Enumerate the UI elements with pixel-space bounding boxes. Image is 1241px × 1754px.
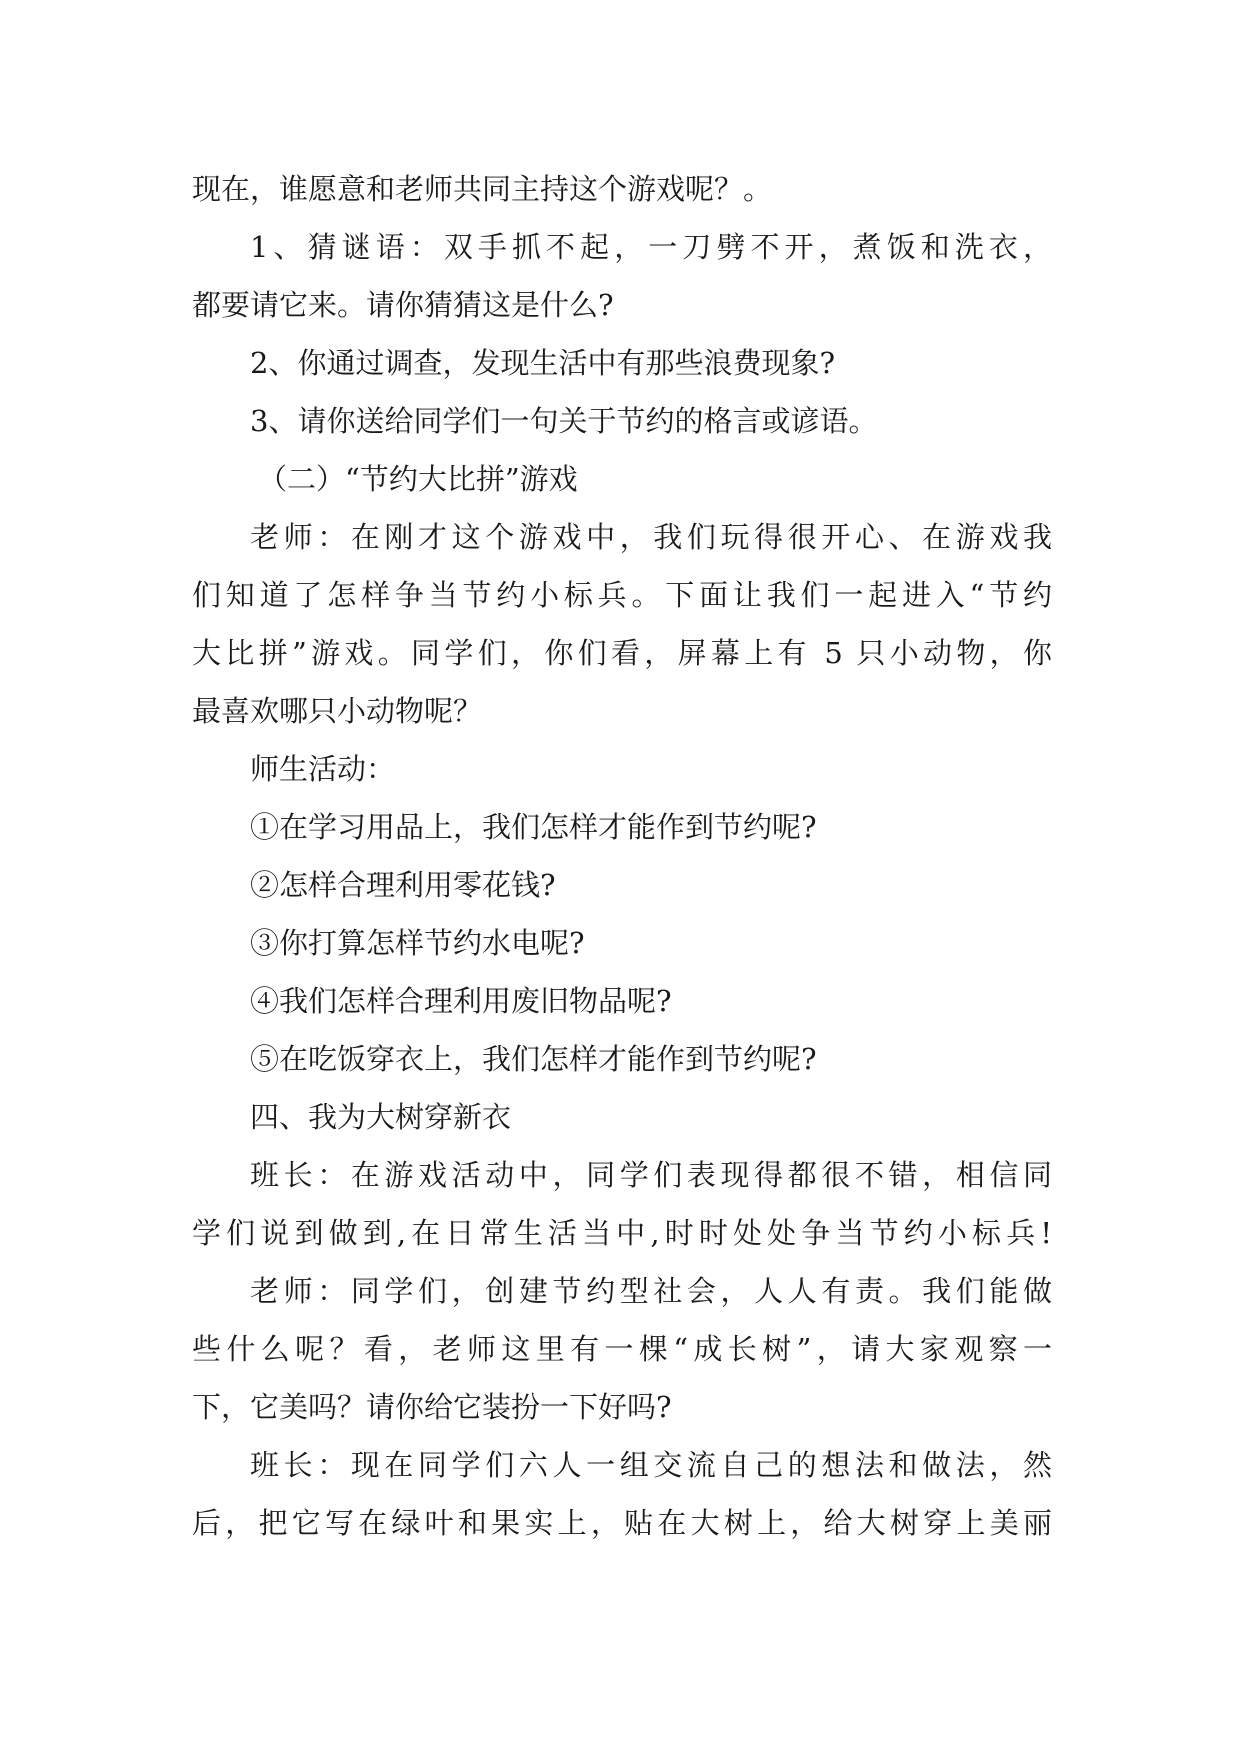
text-line: 师生活动： [250,752,396,786]
text-line: 们知道了怎样争当节约小标兵。下面让我们一起进入“节约 [192,578,1052,612]
list-item: ③你打算怎样节约水电呢? [250,926,585,960]
text-line: 1、猜谜语：双手抓不起，一刀劈不开，煮饭和洗衣， [250,230,1052,264]
text-line: 下，它美吗？请你给它装扮一下好吗? [192,1390,672,1424]
section-heading: （二）“节约大比拼”游戏 [258,462,578,496]
text-line: 老师：同学们，创建节约型社会，人人有责。我们能做 [250,1274,1052,1308]
text-line: 3、请你送给同学们一句关于节约的格言或谚语。 [250,404,878,438]
section-heading: 四、我为大树穿新衣 [250,1100,512,1134]
text-line: 班长：现在同学们六人一组交流自己的想法和做法，然 [250,1448,1052,1482]
list-item: ④我们怎样合理利用废旧物品呢? [250,984,672,1018]
text-line: 老师：在刚才这个游戏中，我们玩得很开心、在游戏我 [250,520,1052,554]
document-page [192,160,1052,1552]
text-line: 现在，谁愿意和老师共同主持这个游戏呢？。 [192,172,773,206]
text-line: 学们说到做到,在日常生活当中,时时处处争当节约小标兵! [192,1216,1052,1250]
text-line: 2、你通过调查，发现生活中有那些浪费现象? [250,346,835,380]
list-item: ②怎样合理利用零花钱? [250,868,556,902]
text-line: 后，把它写在绿叶和果实上，贴在大树上，给大树穿上美丽 [192,1506,1052,1540]
text-line: 班长：在游戏活动中，同学们表现得都很不错，相信同 [250,1158,1052,1192]
list-item: ⑤在吃饭穿衣上，我们怎样才能作到节约呢? [250,1042,817,1076]
list-item: ①在学习用品上，我们怎样才能作到节约呢? [250,810,817,844]
text-line: 些什么呢？看，老师这里有一棵“成长树”，请大家观察一 [192,1332,1052,1366]
text-line: 大比拼”游戏。同学们，你们看，屏幕上有 5 只小动物，你 [192,636,1052,670]
text-line: 都要请它来。请你猜猜这是什么? [192,288,614,322]
text-line: 最喜欢哪只小动物呢？ [192,694,483,728]
